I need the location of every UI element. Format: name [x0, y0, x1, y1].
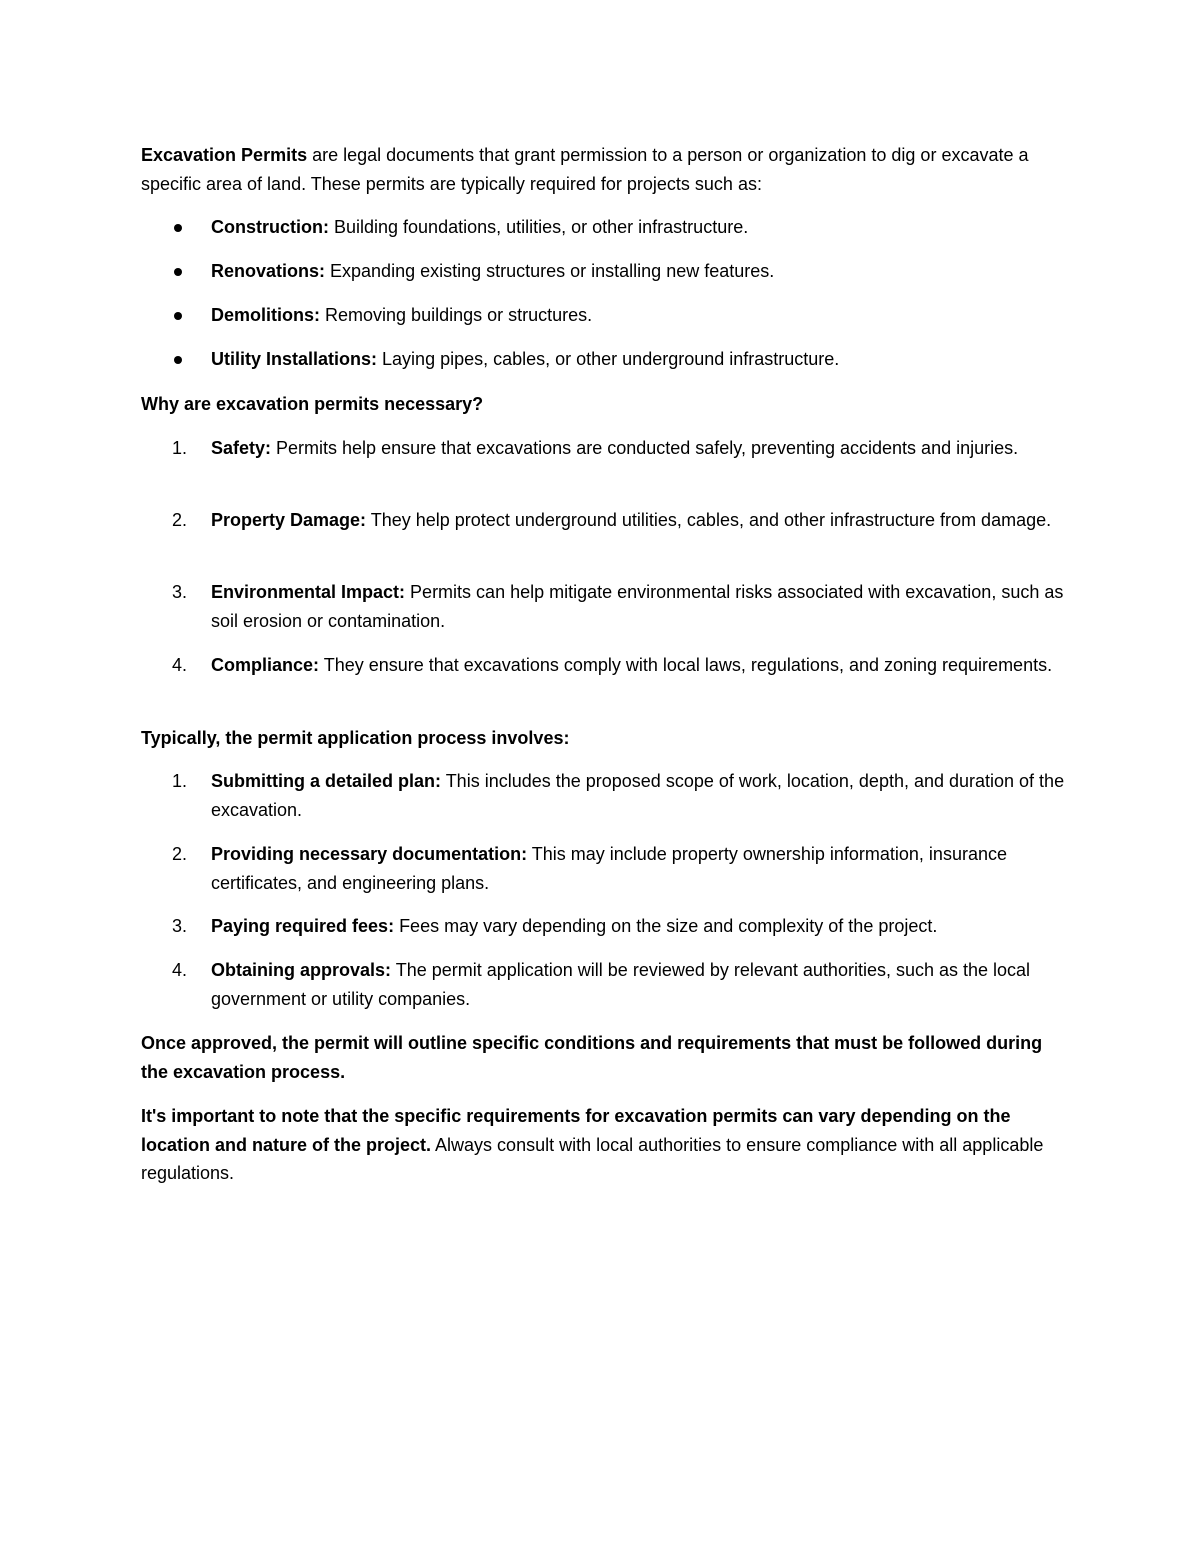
item-label: Renovations:: [211, 261, 326, 281]
bullet-icon: [174, 312, 182, 320]
closing-paragraph: [141, 1102, 1066, 1188]
list-number: 3.: [172, 916, 188, 936]
closing-text: Always consult with local authorities to ensure compliance with all applicable regulations.: [141, 1134, 1044, 1183]
item-label: Safety:: [211, 438, 272, 458]
item-text: Permits can help mitigate environmental risks associated with excavation, such as soil erosion or contamination.: [211, 582, 1064, 631]
list-number: 3.: [172, 582, 188, 602]
list-number: 1.: [172, 438, 188, 458]
list-item: [211, 578, 1081, 635]
list-number: 4.: [172, 960, 188, 980]
item-text: Permits help ensure that excavations are conducted safely, preventing accidents and injuries.: [271, 438, 1019, 458]
intro-term: Excavation Permits: [141, 145, 308, 165]
item-text: This includes the proposed scope of work, location, depth, and duration of the excavation.: [211, 771, 1065, 820]
bullet-icon: [174, 356, 182, 364]
list-item: [211, 840, 1081, 897]
item-label: Providing necessary documentation:: [211, 844, 528, 864]
list-number: 2.: [172, 844, 188, 864]
list-item: [211, 506, 1081, 535]
intro-text: are legal documents that grant permission to a person or organization to dig or excavate a specific area of land. These permits are typically required for projects such as:: [141, 145, 1029, 194]
approved-note: Once approved, the permit will outline specific conditions and requirements that must be followed during the excavation process.: [141, 1033, 1043, 1082]
item-text: Expanding existing structures or installing new features.: [325, 261, 775, 281]
item-text: The permit application will be reviewed by relevant authorities, such as the local government or utility companies.: [211, 960, 1031, 1009]
item-text: Fees may vary depending on the size and complexity of the project.: [394, 916, 938, 936]
item-label: Construction:: [211, 217, 329, 237]
closing-bold: It's important to note that the specific requirements for excavation permits can vary depending on the location and nature of the project.: [141, 1106, 1011, 1155]
item-text: Removing buildings or structures.: [320, 305, 593, 325]
item-label: Compliance:: [211, 655, 320, 675]
item-label: Property Damage:: [211, 510, 367, 530]
list-item: [211, 956, 1081, 1013]
list-item: [211, 345, 1081, 374]
intro-paragraph: [141, 141, 1066, 198]
item-label: Obtaining approvals:: [211, 960, 392, 980]
list-number: 4.: [172, 655, 188, 675]
item-text: They ensure that excavations comply with local laws, regulations, and zoning requirements.: [319, 655, 1053, 675]
list-number: 2.: [172, 510, 188, 530]
list-item: [211, 301, 1081, 330]
item-text: Building foundations, utilities, or other infrastructure.: [328, 217, 749, 237]
item-text: Laying pipes, cables, or other underground infrastructure.: [377, 349, 840, 369]
list-item: [211, 257, 1081, 286]
item-label: Submitting a detailed plan:: [211, 771, 442, 791]
item-text: They help protect underground utilities, cables, and other infrastructure from damage.: [366, 510, 1052, 530]
item-text: This may include property ownership information, insurance certificates, and engineering plans.: [211, 844, 1007, 893]
why-heading: Why are excavation permits necessary?: [141, 394, 484, 414]
list-item: [211, 767, 1081, 824]
list-item: [211, 213, 1081, 242]
list-item: [211, 912, 1081, 941]
list-number: 1.: [172, 771, 188, 791]
item-label: Utility Installations:: [211, 349, 378, 369]
list-item: [211, 434, 1081, 463]
item-label: Environmental Impact:: [211, 582, 406, 602]
item-label: Demolitions:: [211, 305, 321, 325]
item-label: Paying required fees:: [211, 916, 395, 936]
process-heading: Typically, the permit application process involves:: [141, 728, 570, 748]
bullet-icon: [174, 268, 182, 276]
list-item: [211, 651, 1081, 680]
bullet-icon: [174, 224, 182, 232]
